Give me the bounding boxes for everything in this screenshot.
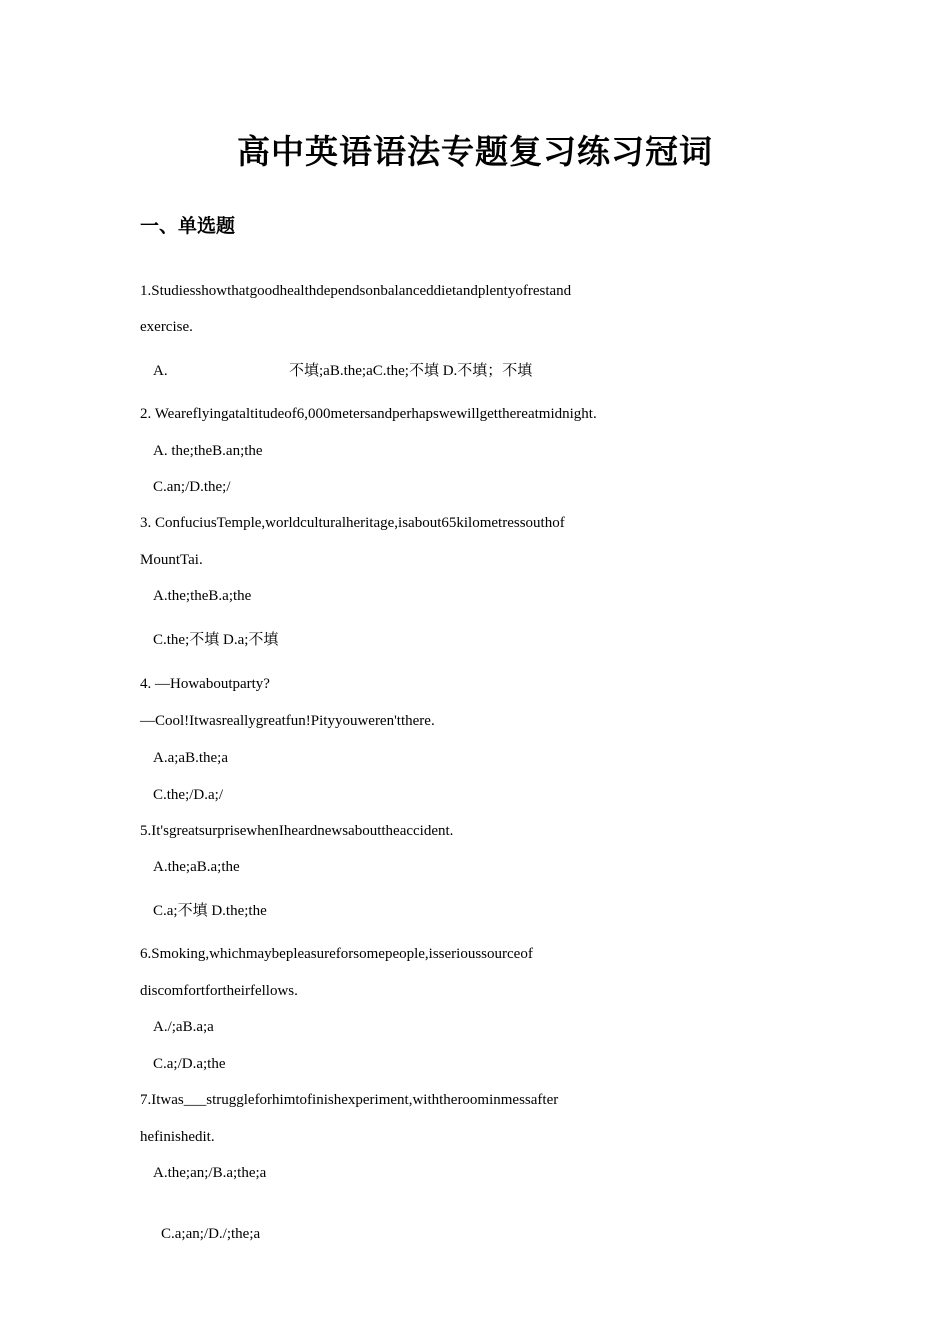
question-5-options-ab: A.the;aB.a;the xyxy=(153,859,240,875)
question-3-options-cd: C.the;不填 D.a;不填 xyxy=(153,632,279,648)
question-7-text: 7.Itwas___struggleforhimtofinishexperiment,withtheroominmessafter xyxy=(140,1092,559,1108)
question-5-options-cd: C.a;不填 D.the;the xyxy=(153,903,267,919)
question-1-text: 1.Studiesshowthatgoodhealthdependsonbalanceddietandplentyofrestand xyxy=(140,283,572,299)
question-6-options-ab: A./;aB.a;a xyxy=(153,1019,214,1035)
question-4-options-cd: C.the;/D.a;/ xyxy=(153,787,223,803)
question-4-text-cont: —Cool!Itwasreallygreatfun!Pityyouweren'tthere. xyxy=(140,713,435,729)
question-3-text: 3. ConfuciusTemple,worldculturalheritage,isabout65kilometressouthof xyxy=(140,515,565,531)
question-1-option-label: A. xyxy=(153,363,168,379)
question-6-text: 6.Smoking,whichmaybepleasureforsomepeople,isserioussourceof xyxy=(140,946,533,962)
question-7-options-ab: A.the;an;/B.a;the;a xyxy=(153,1165,267,1181)
question-2-options-cd: C.an;/D.the;/ xyxy=(153,479,231,495)
question-3-text-cont: MountTai. xyxy=(140,552,203,568)
question-7-text-cont: hefinishedit. xyxy=(140,1129,215,1145)
page-title: 高中英语语法专题复习练习冠词 xyxy=(237,132,713,171)
question-7-options-cd: C.a;an;/D./;the;a xyxy=(161,1226,261,1242)
question-6-options-cd: C.a;/D.a;the xyxy=(153,1056,226,1072)
question-4-text: 4. —Howaboutparty? xyxy=(140,676,270,692)
question-2-options-ab: A. the;theB.an;the xyxy=(153,443,263,459)
question-2-text: 2. Weareflyingataltitudeof6,000metersandperhapswewillgetthereatmidnight. xyxy=(140,406,597,422)
question-1-options: 不填;aB.the;aC.the;不填 D.不填；不填 xyxy=(289,363,533,379)
question-4-options-ab: A.a;aB.the;a xyxy=(153,750,228,766)
section-heading: 一、单选题 xyxy=(140,215,236,237)
question-5-text: 5.It'sgreatsurprisewhenIheardnewsabouttheaccident. xyxy=(140,823,454,839)
question-3-options-ab: A.the;theB.a;the xyxy=(153,588,252,604)
question-6-text-cont: discomfortfortheirfellows. xyxy=(140,983,298,999)
question-1-text-cont: exercise. xyxy=(140,319,193,335)
